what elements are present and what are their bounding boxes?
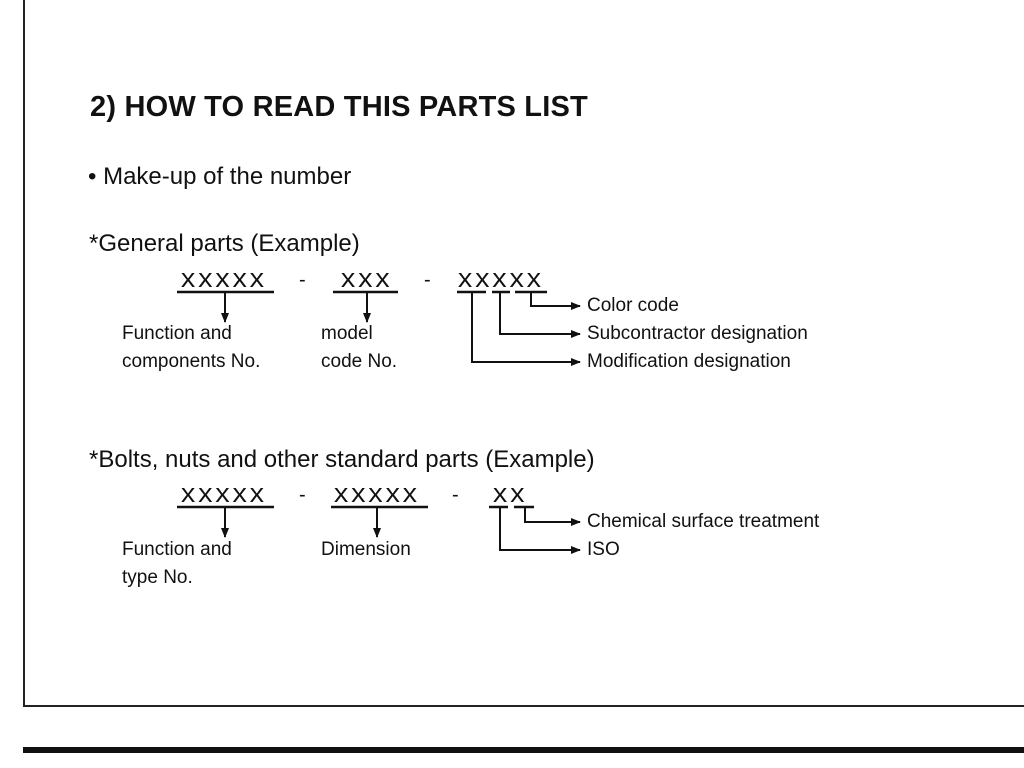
- standard-parts-title: *Bolts, nuts and other standard parts (Example): [89, 446, 595, 473]
- general-model-line-1: model: [321, 323, 373, 344]
- iso-arrow: [500, 507, 580, 550]
- standard-code-segment-3: xx: [492, 481, 527, 511]
- general-code-segment-1: xxxxx: [180, 266, 267, 296]
- subcontractor-arrow: [500, 292, 580, 334]
- page-title: 2) HOW TO READ THIS PARTS LIST: [90, 91, 588, 123]
- general-function-label: [122, 320, 260, 376]
- general-code-segment-3: xxxxx: [457, 266, 544, 296]
- color-code-label: Color code: [587, 295, 679, 316]
- standard-function-label: [122, 536, 232, 592]
- general-function-line-2: components No.: [122, 351, 261, 372]
- chemical-arrow: [525, 507, 580, 522]
- standard-code-dash-2: -: [452, 484, 459, 506]
- color-code-arrow: [531, 292, 580, 306]
- standard-code-segment-1: xxxxx: [180, 481, 267, 511]
- subcontractor-label: Subcontractor designation: [587, 323, 808, 344]
- general-function-line-1: Function and: [122, 323, 232, 344]
- modification-arrow: [472, 292, 580, 362]
- standard-function-line-2: type No.: [122, 567, 193, 588]
- general-code-dash-2: -: [424, 269, 431, 291]
- general-code-dash-1: -: [299, 269, 306, 291]
- general-code-segment-2: xxx: [340, 266, 392, 296]
- standard-function-line-1: Function and: [122, 539, 232, 560]
- modification-label: Modification designation: [587, 351, 791, 372]
- chemical-treatment-label: Chemical surface treatment: [587, 511, 820, 532]
- iso-label: ISO: [587, 539, 620, 560]
- general-model-line-2: code No.: [321, 351, 398, 372]
- general-model-label: [321, 320, 397, 376]
- dimension-label: Dimension: [321, 539, 411, 560]
- standard-code-dash-1: -: [299, 484, 306, 506]
- general-parts-title: *General parts (Example): [89, 230, 360, 257]
- standard-code-segment-2: xxxxx: [333, 481, 420, 511]
- make-up-bullet: • Make-up of the number: [88, 163, 352, 190]
